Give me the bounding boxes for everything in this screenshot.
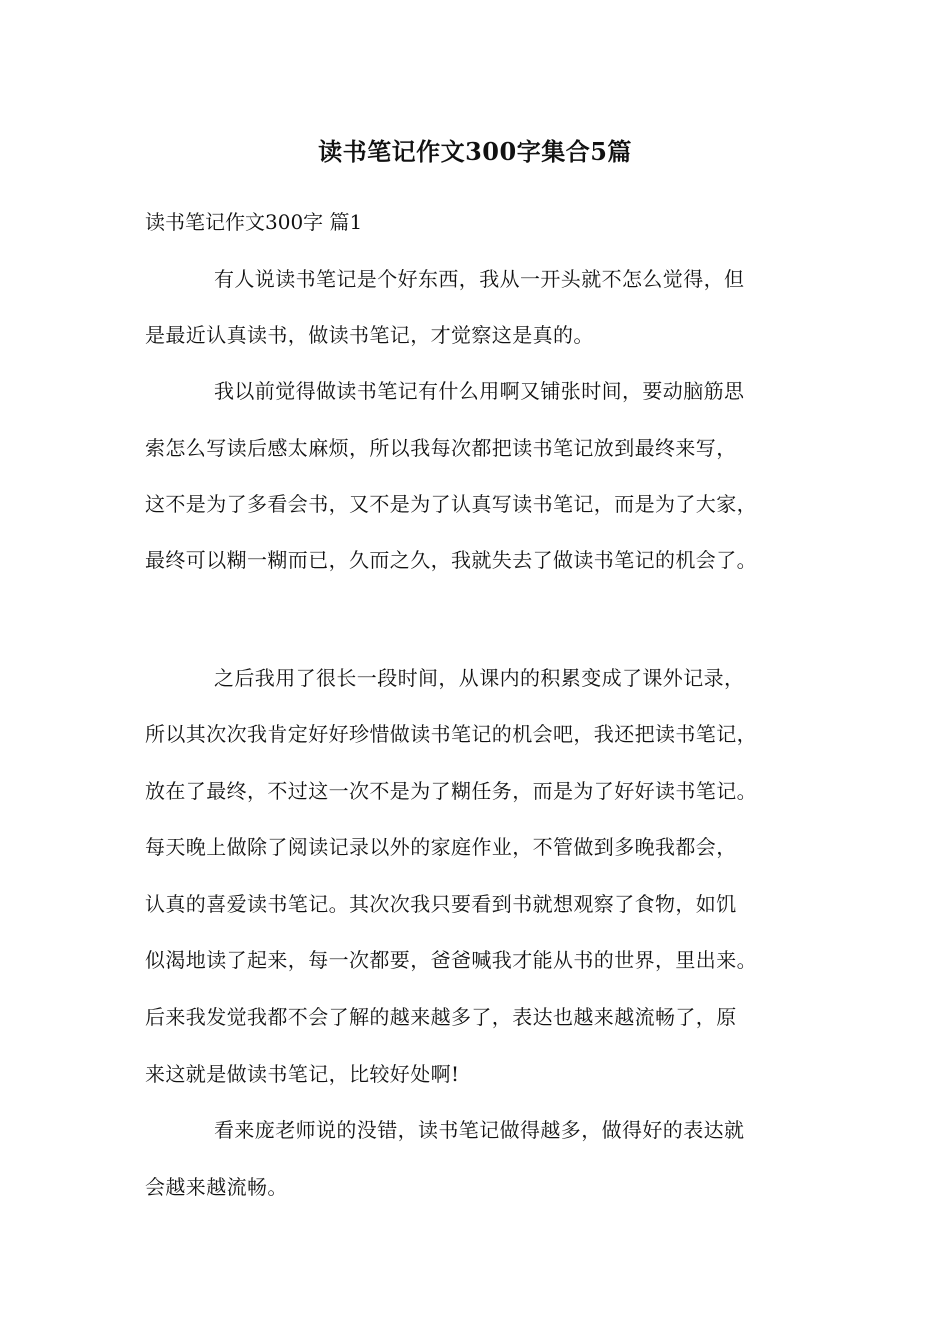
paragraph-line: 索怎么写读后感太麻烦，所以我每次都把读书笔记放到最终来写， [145, 436, 737, 460]
paragraph-line: 是最近认真读书，做读书笔记，才觉察这是真的。 [145, 323, 594, 347]
paragraph-line: 这不是为了多看会书，又不是为了认真写读书笔记，而是为了大家， [145, 492, 757, 516]
paragraph-line: 认真的喜爱读书笔记。其次次我只要看到书就想观察了食物，如饥 [145, 892, 737, 916]
paragraph-line: 来这就是做读书笔记，比较好处啊! [145, 1062, 460, 1086]
section-heading: 读书笔记作文300字 篇1 [145, 210, 363, 234]
paragraph-line: 所以其次次我肯定好好珍惜做读书笔记的机会吧，我还把读书笔记， [145, 722, 757, 746]
paragraph-line: 会越来越流畅。 [145, 1175, 288, 1199]
paragraph-line: 后来我发觉我都不会了解的越来越多了，表达也越来越流畅了，原 [145, 1005, 737, 1029]
paragraph-line: 每天晚上做除了阅读记录以外的家庭作业，不管做到多晚我都会， [145, 835, 737, 859]
paragraph-line: 最终可以糊一糊而已，久而之久，我就失去了做读书笔记的机会了。 [145, 548, 757, 572]
paragraph-line: 有人说读书笔记是个好东西，我从一开头就不怎么觉得，但 [214, 267, 745, 291]
paragraph-line: 看来庞老师说的没错，读书笔记做得越多，做得好的表达就 [214, 1118, 745, 1142]
document-title: 读书笔记作文300字集合5篇 [318, 137, 632, 166]
paragraph-line: 似渴地读了起来，每一次都要，爸爸喊我才能从书的世界，里出来。 [145, 948, 757, 972]
paragraph-line: 我以前觉得做读书笔记有什么用啊又铺张时间，要动脑筋思 [214, 379, 745, 403]
paragraph-line: 之后我用了很长一段时间，从课内的积累变成了课外记录， [214, 666, 745, 690]
paragraph-line: 放在了最终，不过这一次不是为了糊任务，而是为了好好读书笔记。 [145, 779, 757, 803]
